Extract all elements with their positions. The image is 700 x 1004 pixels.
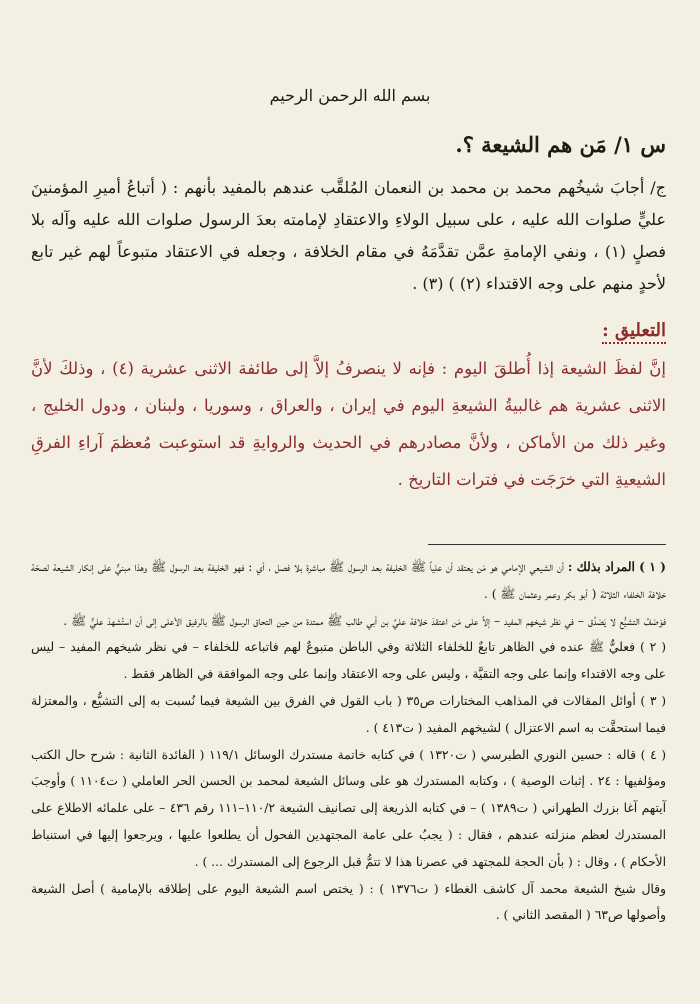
commentary-heading: التعليق : (602, 320, 666, 344)
footnote-separator (428, 544, 666, 545)
question-heading: س ١/ مَن هم الشيعة ؟. (455, 132, 666, 157)
footnote-1-label: ( ١ ) المراد بذلك : (567, 559, 666, 574)
footnote-3: ( ٣ ) أوائل المقالات في المذاهب المختارات ص٣٥ ( باب القول في الفرق بين الشيعة فيما نُسبت به إلى التشيُّع ، والمعتزلة فيما استحقَّت به اسم الاعتزال ) لشيخهم المفيد ( ت٤١٣ ) . (31, 693, 667, 735)
commentary-text: إنَّ لفظَ الشيعة إذا أُطلقَ اليوم : فإنه لا ينصرفُ إلاَّ إلى طائفة الاثنى عشرية (٤) ، وذلكَ لأنَّ الاثنى عشرية هم غالبيةُ الشيعةِ اليوم في إيران ، والعراق ، وسوريا ، ولبنان ، ودول الخليج ، وغير ذلك من الأماكن ، ولأنَّ مصادرهم في الحديث والروايةِ قد استوعبت مُعظمَ آراءِ الفرقِ الشيعيةِ التي خرَجَت في فترات التاريخ . (31, 359, 667, 489)
footnote-4: ( ٤ ) قاله : حسين النوري الطبرسي ( ت١٣٢٠ ) في كتابه خاتمة مستدرك الوسائل ١١٩/١ ( الفائدة الثانية : شرح حال الكتب ومؤلفيها : ٢٤ . إثبات الوصية ) ، وكتابه المستدرك هو على وسائل الشيعة لمحمد بن الحسن الحر العاملي ( ت١١٠٤ ) وأوجبَ آيتهم آغا بزرك الطهراني ( ت١٣٨٩ ) – في كتابه الذريعة إلى تصانيف الشيعة ١١٠/٢–١١١ رقم ٤٣٦ – على علمائه الاطلاع على المستدرك لعظم منزلته عندهم ، فقال : ( يجبُ على عامة المجتهدين الفحول أن يطلعوا عليها ، ويرجعوا إليها في استنباط الأحكام ) ، وقال : ( بأن الحجة للمجتهد في عصرنا هذا لا تتمُّ قبل الرجوع إلى المستدرك ... ) . (31, 747, 667, 869)
footnote-1-continuation: فوَصْفُ التشيُّع لا يَصْدُق – في نظر شيخهم المفيد – إلاَّ على مَن اعتقدَ خلافة عليِّ بن أبي طالب ﷺ ممتدة من حين التحاق الرسول ﷺ بالرفيق الأعلى إلى أن استُشهدَ عليٌّ ﷺ . (63, 613, 666, 628)
footnotes-section (31, 554, 666, 929)
footnote-2: ( ٢ ) فعليٌّ ﷺ عنده في الظاهر تابعٌ للخلفاء الثلاثة وفي الباطن متبوعٌ لهم فاتباعه للخلفاء – في نظر شيخهم المفيد – ليس على وجه الاقتداء وإنما على وجه التقيَّة ، وليس على وجه الاعتقاد وإنما على وجه الموافقة في الظاهر فقط . (31, 640, 666, 682)
basmala-heading: بسم الله الرحمن الرحيم (269, 86, 431, 105)
footnote-4-continuation: وقال شيخ الشيعة محمد آل كاشف الغطاء ( ت١٣٧٦ ) : ( يختص اسم الشيعة اليوم على إطلاقه بالإمامية ) أصل الشيعة وأصولها ص٦٣ ( المقصد الثاني ) . (31, 881, 666, 923)
commentary-paragraph (31, 350, 666, 498)
footnote-1 (31, 554, 666, 608)
answer-text: ج/ أجابَ شيخُهم محمد بن محمد بن النعمان المُلقَّب عندهم بالمفيد بأنهم : ( أتباعُ أميرِ المؤمنينَ عليٍّ صلوات الله عليه ، على سبيل الولاءِ والاعتقادِ لإمامته بعدَ الرسول صلوات الله عليه وآله بلا فصلٍ (١) ، ونفي الإمامةِ عمَّن تقدَّمَهُ في مقام الخلافة ، وجعله في الاعتقاد متبوعاً لهم غير تابع لأحدٍ منهم على وجه الاقتداء (٢) ) (٣) . (31, 178, 667, 293)
answer-paragraph (31, 172, 666, 300)
footnote-1-text: أن الشيعي الإمامي هو مَن يعتقد أن علياً ﷺ الخليفة بعد الرسول ﷺ مباشرة بلا فصل ، أي : فهو الخليفة بعد الرسول ﷺ وهذا مبنيٌّ على إنكار الشيعة لصحّة خلافة الخلفاء الثلاثة ( أبو بكر وعمر وعثمان ﷺ ) . (31, 560, 666, 601)
